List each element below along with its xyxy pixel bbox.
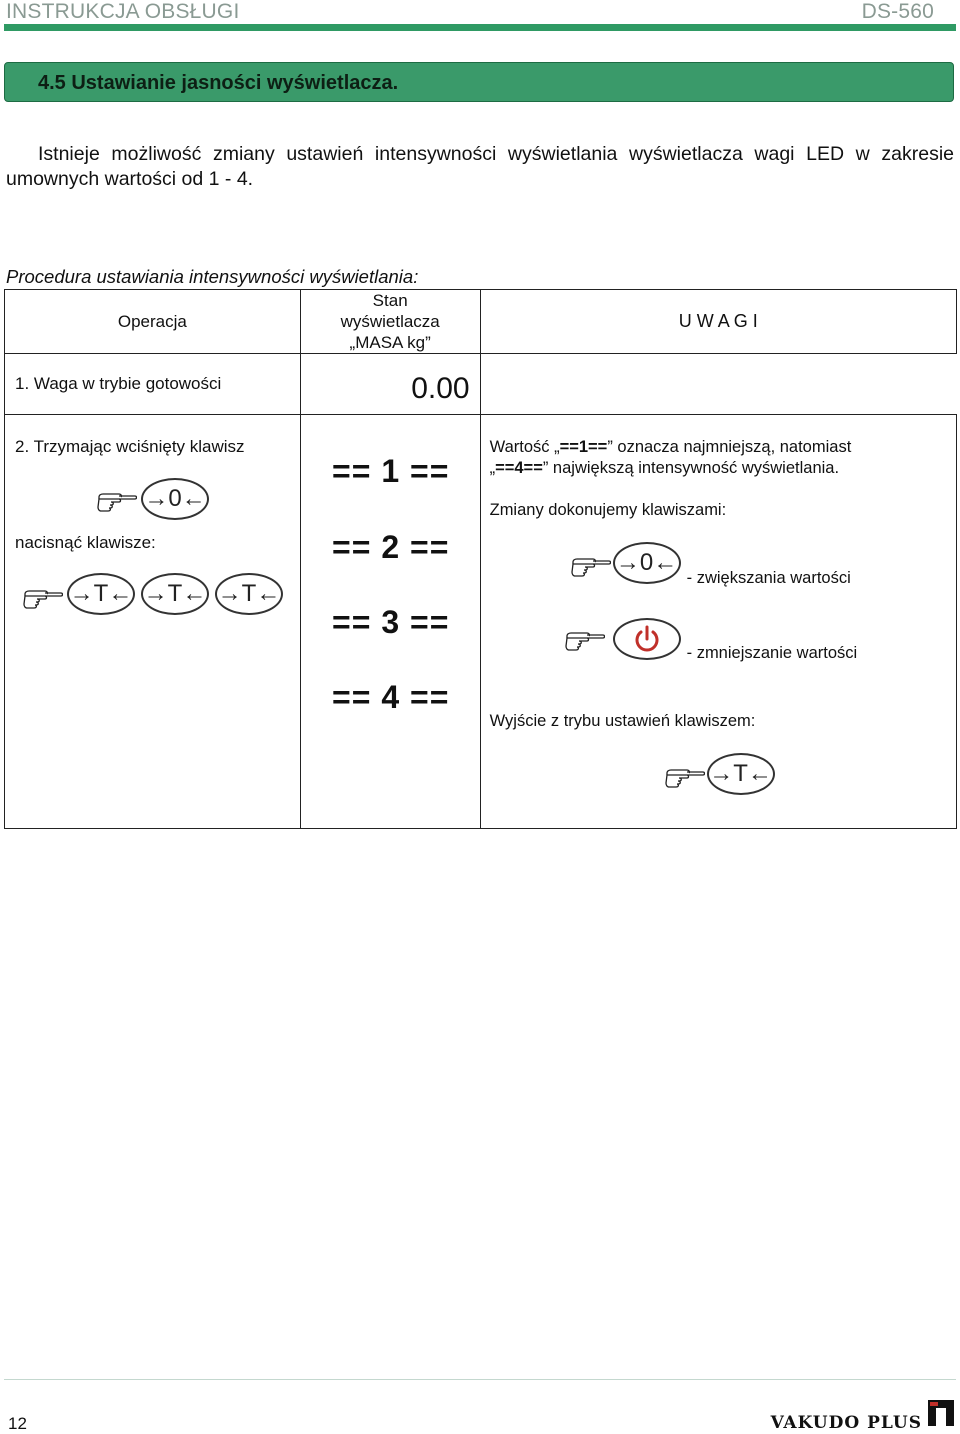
note-line-1 <box>490 437 852 458</box>
tare-key-button-exit[interactable] <box>707 753 775 795</box>
row2-press-text: nacisnąć klawisze: <box>15 533 156 552</box>
note-bold: ==4== <box>495 459 543 477</box>
hand-pointer-icon <box>97 490 137 512</box>
zero-key-label: →0← <box>615 549 678 576</box>
note-text: ” oznacza najmniejszą, natomiast <box>607 438 852 456</box>
note-text: Wartość „ <box>489 438 560 456</box>
page-number: 12 <box>8 1414 27 1433</box>
increase-label: - zwiększania wartości <box>686 569 851 587</box>
brand-logo-icon <box>926 1398 956 1428</box>
header-model: DS-560 <box>861 0 934 23</box>
row1-display <box>300 354 480 415</box>
note-text: ” największą intensywność wyświetlania. <box>542 459 840 477</box>
header-operation <box>5 290 301 354</box>
tare-key-button-1[interactable] <box>67 573 135 615</box>
row1-operation-label: 1. Waga w trybie gotowości <box>15 374 222 393</box>
intro-paragraph: Istnieje możliwość zmiany ustawień intensywności wyświetlania wyświetlacza wagi LED w zakresie umownych wartości od 1 - 4. <box>6 143 954 190</box>
power-key-button[interactable] <box>613 618 681 660</box>
tare-key-label: →T← <box>143 580 207 607</box>
level-3: == 3 == <box>332 604 450 640</box>
tare-key-button-3[interactable] <box>215 573 283 615</box>
row1-display-value: 0.00 <box>411 372 470 405</box>
row1-operation <box>5 354 301 415</box>
header-display-l3: „MASA kg” <box>349 333 431 352</box>
level-2: == 2 == <box>332 529 450 565</box>
table-header-row <box>5 290 957 354</box>
note-line-2 <box>490 458 852 479</box>
brand-logo-text: VAKUDO PLUS <box>770 1413 922 1433</box>
header-display-l2: wyświetlacza <box>340 312 440 331</box>
table-row <box>5 415 957 829</box>
row2-display <box>300 415 480 829</box>
note-changes: Zmiany dokonujemy klawiszami: <box>489 501 727 519</box>
header-operation-label: Operacja <box>117 311 187 331</box>
zero-key-button[interactable] <box>141 478 209 520</box>
tare-key-button-2[interactable] <box>141 573 209 615</box>
header-title: INSTRUKCJA OBSŁUGI <box>6 0 240 23</box>
row1-notes <box>480 354 956 415</box>
hand-pointer-icon <box>665 766 705 788</box>
decrease-label: - zmniejszanie wartości <box>686 644 858 662</box>
level-4: == 4 == <box>332 679 450 715</box>
header-display-l1: Stan <box>372 291 408 310</box>
section-title: 4.5 Ustawianie jasności wyświetlacza. <box>38 72 399 94</box>
note-levels <box>490 437 852 479</box>
procedure-title: Procedura ustawiania intensywności wyświetlania: <box>6 266 419 287</box>
zero-key-button[interactable] <box>613 542 681 584</box>
hand-pointer-icon <box>23 587 63 609</box>
table-row <box>5 354 957 415</box>
note-text: „ <box>489 459 496 477</box>
hand-pointer-icon <box>571 555 611 577</box>
header-notes-label: U W A G I <box>678 311 758 331</box>
note-bold: ==1== <box>559 438 608 456</box>
row2-hold-text: 2. Trzymając wciśnięty klawisz <box>15 437 245 456</box>
exit-text: Wyjście z trybu ustawień klawiszem: <box>489 712 756 730</box>
level-1: == 1 == <box>332 453 450 489</box>
zero-key-label: →0← <box>144 485 206 512</box>
tare-key-label: →T← <box>69 580 133 607</box>
header-bar <box>4 24 956 31</box>
row2-operation <box>5 415 301 829</box>
procedure-table <box>4 289 957 829</box>
header-notes <box>480 290 956 354</box>
hand-pointer-icon <box>565 629 605 651</box>
footer-line <box>4 1379 956 1380</box>
tare-key-label: →T← <box>709 760 772 787</box>
row2-notes <box>480 415 956 829</box>
header-display <box>300 290 480 354</box>
tare-key-label: →T← <box>217 580 281 607</box>
power-icon <box>632 624 662 654</box>
